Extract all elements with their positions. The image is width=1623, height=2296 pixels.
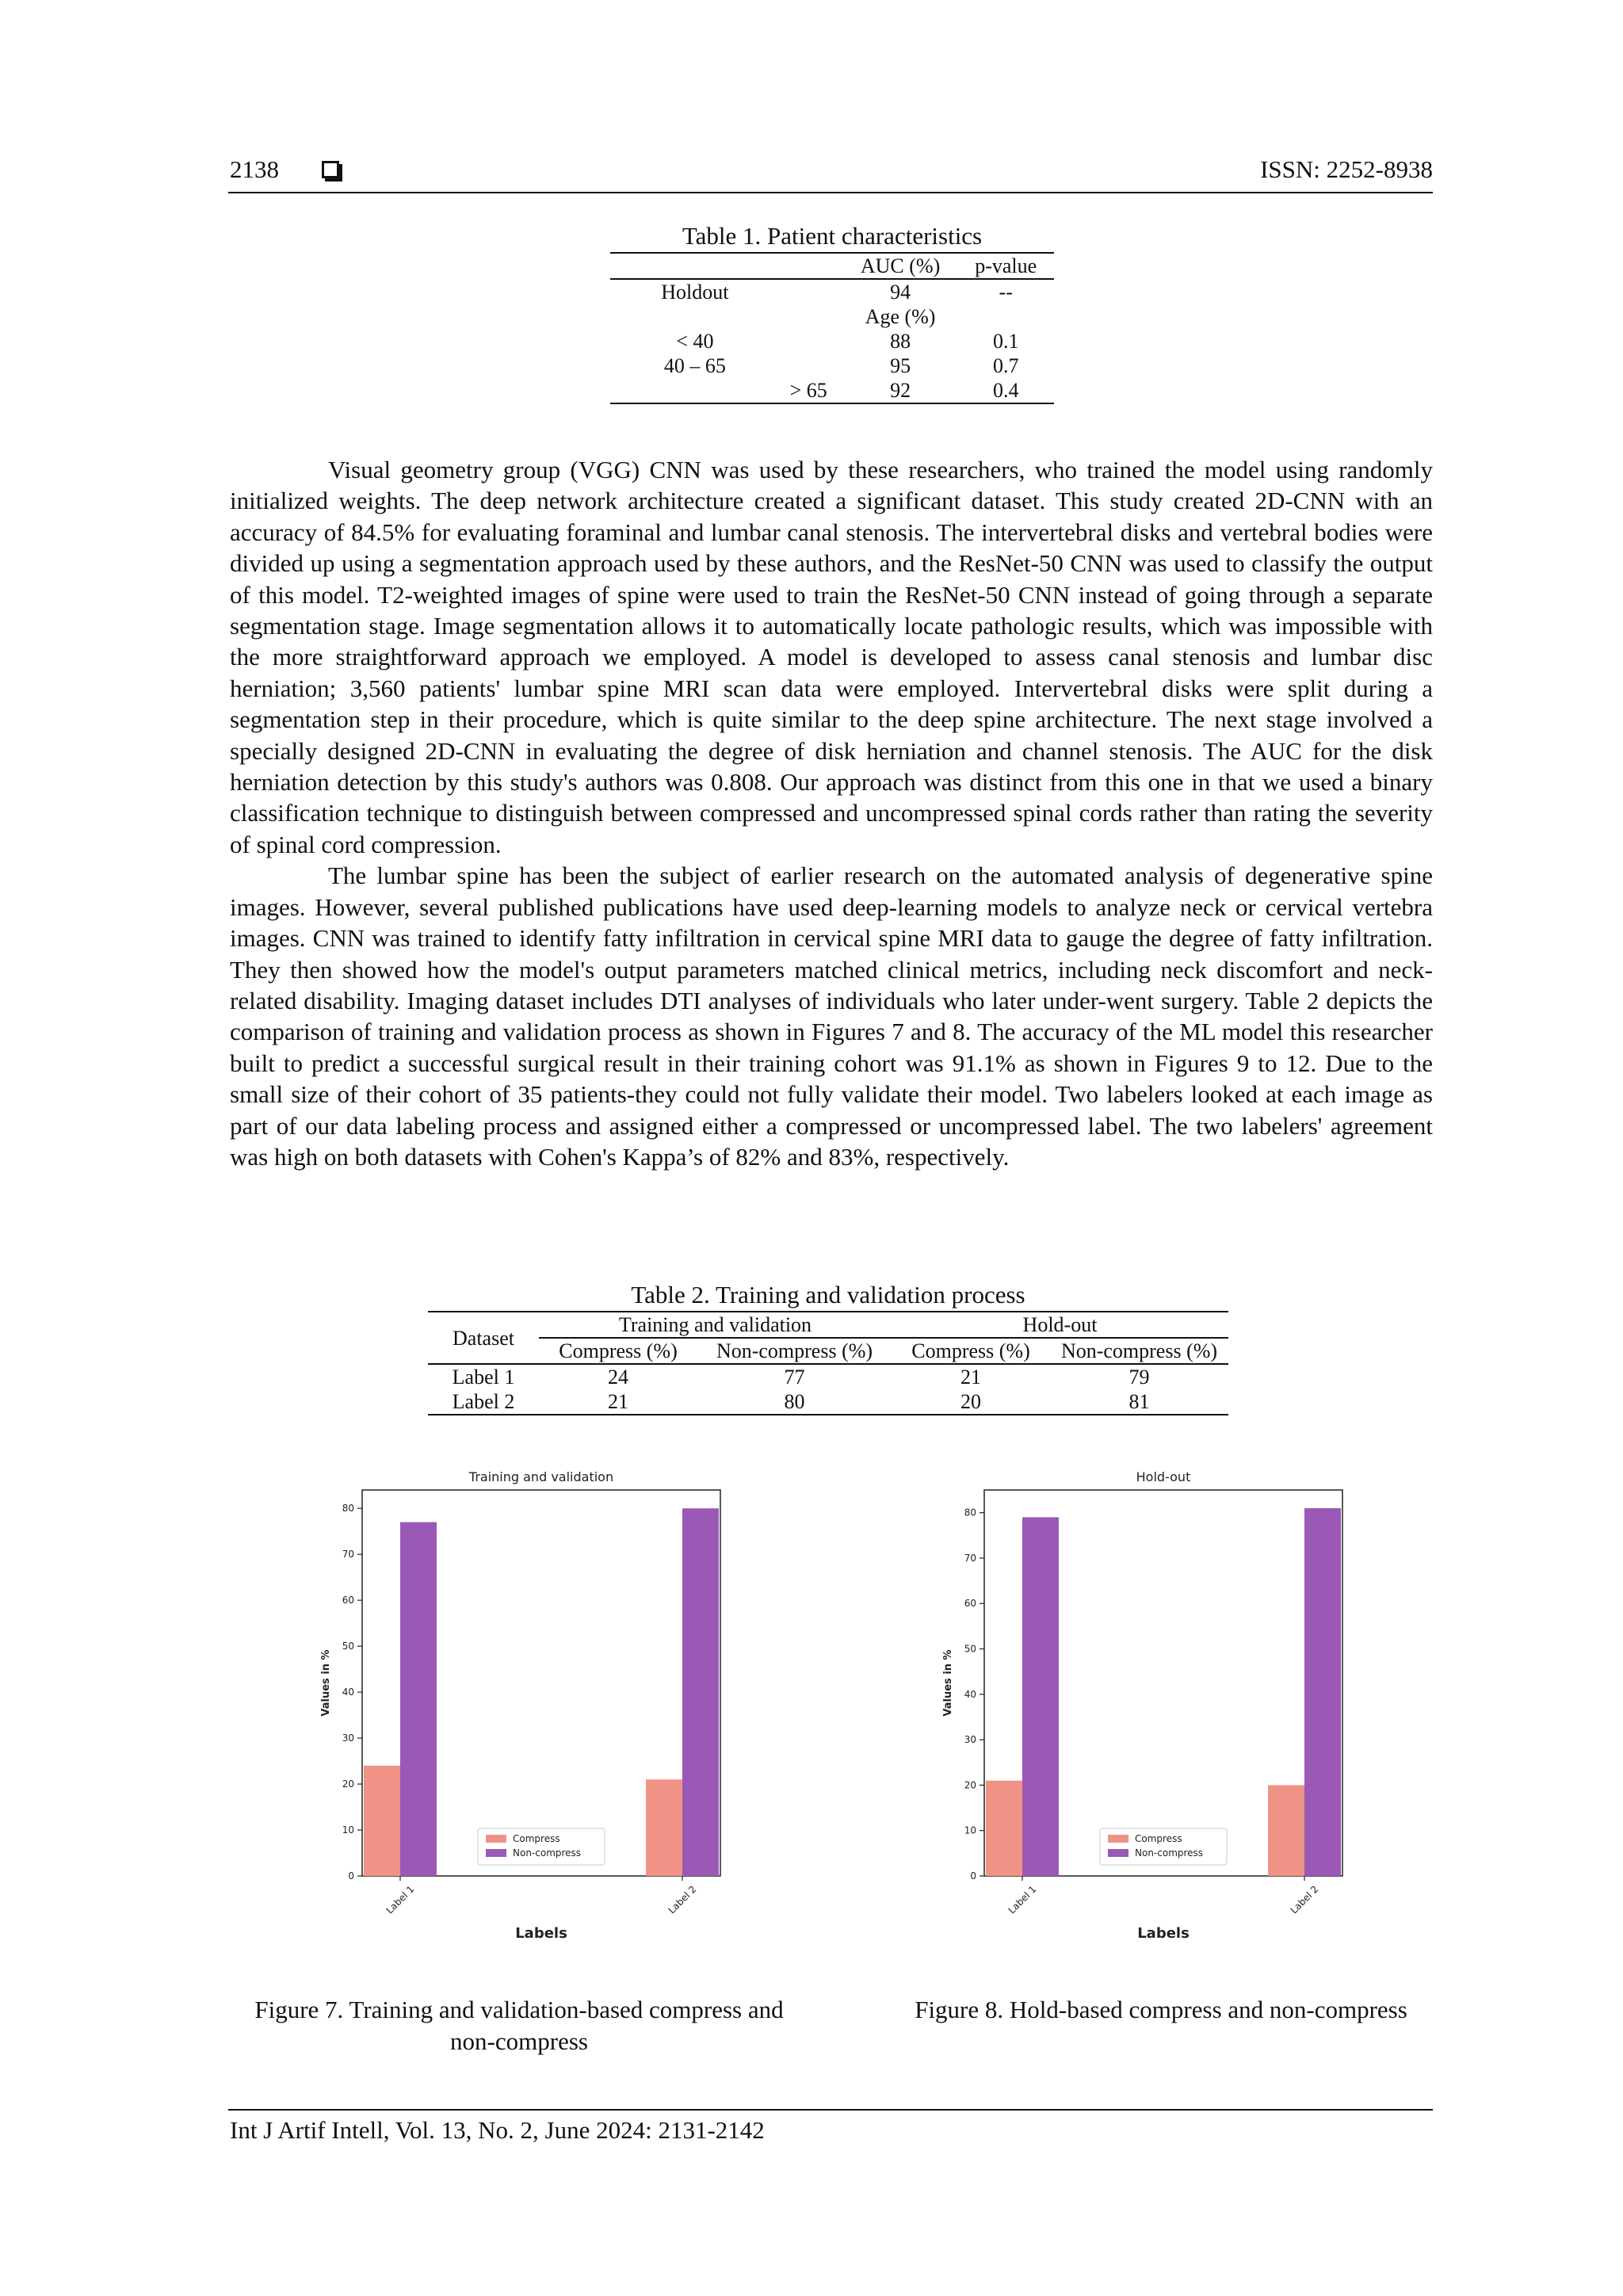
x-tick-label: Label 2 [666, 1883, 699, 1916]
table1-cell: 0.1 [992, 330, 1019, 353]
header-rule [228, 192, 1433, 193]
table2-sub-header-row [428, 1338, 1228, 1364]
table2-sub-header: Compress (%) [892, 1338, 1050, 1364]
footer-rule [228, 2109, 1433, 2111]
legend-swatch [1108, 1849, 1128, 1857]
y-tick-label: 10 [964, 1824, 976, 1836]
table1-head-cell: AUC (%) [860, 254, 941, 277]
table1-cell: Age (%) [865, 305, 936, 328]
table-row [610, 304, 1054, 329]
table2-cell: 21 [608, 1390, 628, 1413]
y-tick-label: 60 [964, 1598, 976, 1610]
y-axis-label: Values in % [320, 1649, 332, 1717]
y-tick-label: 50 [342, 1641, 354, 1652]
table1-cell: > 65 [789, 379, 827, 402]
issn: ISSN: 2252-8938 [1260, 155, 1433, 183]
figure7-caption-line: Figure 7. Training and validation-based compress and [254, 1996, 784, 2023]
table2-cell: 21 [960, 1366, 981, 1389]
y-tick-label: 10 [342, 1824, 354, 1836]
table-row [428, 1364, 1228, 1389]
table1-head-cell [610, 253, 843, 279]
running-header-left [230, 155, 339, 184]
table1-cell: 92 [890, 379, 911, 402]
table1-cell: 40 – 65 [663, 354, 726, 377]
y-tick-label: 80 [964, 1507, 976, 1519]
table1-cell: 88 [890, 330, 911, 353]
x-tick-label: Label 2 [1288, 1883, 1321, 1916]
table2-group-header: Hold-out [1022, 1313, 1098, 1336]
table2-cell: 80 [784, 1390, 805, 1413]
paragraph: Visual geometry group (VGG) CNN was used by these researchers, who trained the model using randomly initialized weights. The deep network architecture created a significant dataset. This study created 2D-CNN with an accuracy of 84.5% for evaluating foraminal and lumbar canal stenosis. The intervertebral disks and vertebral bodies were divided up using a segmentation approach used by these authors, and the ResNet-50 CNN was used to classify the output of this model. T2-weighted images of spine were used to train the ResNet-50 CNN instead of going through a separate segmentation stage. Image segmentation allows it to automatically locate pathologic results, which was impossible with the more straightforward approach we employed. A model is developed to assess canal stenosis and lumbar disc herniation; 3,560 patients' lumbar spine MRI scan data were employed. Intervertebral disks were split during a segmentation step in their procedure, which is quite similar to the deep spine architecture. The next stage involved a specially designed 2D-CNN in evaluating the degree of disk herniation and channel stenosis. The AUC for the disk herniation detection by this study's authors was 0.808. Our approach was distinct from this one in that we used a binary classification technique to distinguish between compressed and uncompressed spinal cords rather than rating the severity of spinal cord compression. [230, 456, 1433, 858]
table1-cell: Holdout [661, 281, 729, 304]
bar-non-compress-label-2 [682, 1508, 719, 1876]
page-number: 2138 [230, 155, 279, 183]
y-tick-label: 0 [348, 1870, 354, 1881]
legend-swatch [486, 1849, 506, 1857]
paragraph: The lumbar spine has been the subject of earlier research on the automated analysis of degenerative spine images. However, several published publications have used deep-learning models to analyze neck or cervical vertebra images. CNN was trained to identify fatty infiltration in cervical spine MRI data to gauge the degree of fatty infiltration. They then showed how the model's output parameters matched clinical metrics, including neck discomfort and neck-related disability. Imaging dataset includes DTI analyses of individuals who later under-went surgery. Table 2 depicts the comparison of training and validation process as shown in Figures 7 and 8. The accuracy of the ML model this researcher built to predict a successful surgical result in their training cohort was 91.1% as shown in Figures 9 to 12. Due to the small size of their cohort of 35 patients-they could not fully validate their model. Two labelers looked at each image as part of our data labeling process and assigned either a compressed or uncompressed label. The two labelers' agreement was high on both datasets with Cohen's Kappa’s of 82% and 83%, respectively. [230, 861, 1433, 1171]
table1 [610, 252, 1054, 404]
bar-compress-label-2 [646, 1779, 682, 1876]
legend-label: Compress [1135, 1833, 1182, 1844]
table2-cell: 24 [608, 1366, 628, 1389]
figure7-caption-line: non-compress [450, 2027, 588, 2055]
x-axis-label: Labels [1137, 1925, 1190, 1942]
y-tick-label: 70 [964, 1552, 976, 1564]
y-tick-label: 70 [342, 1549, 354, 1561]
table2-group-header-row [428, 1312, 1228, 1338]
body-text [230, 454, 1433, 1172]
table1-head-cell: p-value [975, 254, 1037, 277]
y-tick-label: 30 [342, 1733, 354, 1744]
table1-cell: 94 [890, 281, 911, 304]
chart-title: Training and validation [468, 1469, 614, 1484]
table-row [610, 329, 1054, 353]
table-row [610, 378, 1054, 403]
table-row [610, 353, 1054, 378]
table2-title: Table 2. Training and validation process [631, 1281, 1025, 1308]
y-tick-label: 40 [342, 1687, 354, 1698]
table1-cell [957, 304, 1054, 329]
bar-compress-label-1 [986, 1781, 1022, 1876]
x-tick-label: Label 1 [384, 1883, 417, 1916]
legend-label: Compress [513, 1833, 560, 1844]
bar-non-compress-label-1 [400, 1522, 437, 1876]
bar-compress-label-1 [364, 1766, 400, 1876]
table1-header-row [610, 253, 1054, 279]
table2-cell: Label 2 [452, 1390, 515, 1413]
table1-cell [610, 304, 843, 329]
y-tick-label: 80 [342, 1503, 354, 1515]
legend-label: Non-compress [513, 1847, 582, 1859]
footer-citation: Int J Artif Intell, Vol. 13, No. 2, June 2024: 2131-2142 [230, 2116, 765, 2144]
table1-title: Table 1. Patient characteristics [682, 222, 983, 250]
table1-cell: -- [999, 281, 1013, 304]
table2-sub-header: Compress (%) [539, 1338, 697, 1364]
checkbox-bullet-icon [322, 161, 339, 178]
legend-swatch [486, 1835, 506, 1843]
figure7-caption [222, 1994, 816, 2057]
y-tick-label: 20 [964, 1779, 976, 1791]
figure8-caption: Figure 8. Hold-based compress and non-compress [915, 1996, 1407, 2023]
table2-cell: Label 1 [452, 1366, 515, 1389]
table1-cell: 0.4 [992, 379, 1019, 402]
bar-compress-label-2 [1268, 1785, 1304, 1876]
table-row [428, 1389, 1228, 1415]
table-row [610, 279, 1054, 304]
bar-non-compress-label-1 [1022, 1517, 1059, 1876]
x-axis-label: Labels [515, 1925, 567, 1942]
table2-group-header: Training and validation [618, 1313, 812, 1336]
table1-cell: < 40 [676, 330, 714, 353]
y-tick-label: 0 [970, 1870, 976, 1881]
table1-cell: 0.7 [992, 354, 1019, 377]
table2-sub-header: Non-compress (%) [697, 1338, 892, 1364]
y-axis-label: Values in % [942, 1649, 954, 1717]
table2-cell: 77 [784, 1366, 805, 1389]
bar-non-compress-label-2 [1304, 1508, 1341, 1876]
y-tick-label: 40 [964, 1688, 976, 1700]
figure7-bar-chart [313, 1462, 741, 1969]
table2-cell: 20 [960, 1390, 981, 1413]
table2-sub-header: Non-compress (%) [1050, 1338, 1228, 1364]
y-tick-label: 20 [342, 1778, 354, 1790]
y-tick-label: 30 [964, 1734, 976, 1746]
legend-swatch [1108, 1835, 1128, 1843]
y-tick-label: 50 [964, 1643, 976, 1655]
x-tick-label: Label 1 [1006, 1883, 1039, 1916]
table2-cell: 79 [1128, 1366, 1150, 1389]
chart-title: Hold-out [1136, 1469, 1191, 1484]
table2 [428, 1311, 1228, 1415]
legend-label: Non-compress [1135, 1847, 1204, 1859]
table2-dataset-header: Dataset [453, 1326, 514, 1350]
table2-cell: 81 [1128, 1390, 1150, 1413]
y-tick-label: 60 [342, 1595, 354, 1606]
figure8-bar-chart [935, 1462, 1363, 1969]
table1-cell: 95 [890, 354, 911, 377]
